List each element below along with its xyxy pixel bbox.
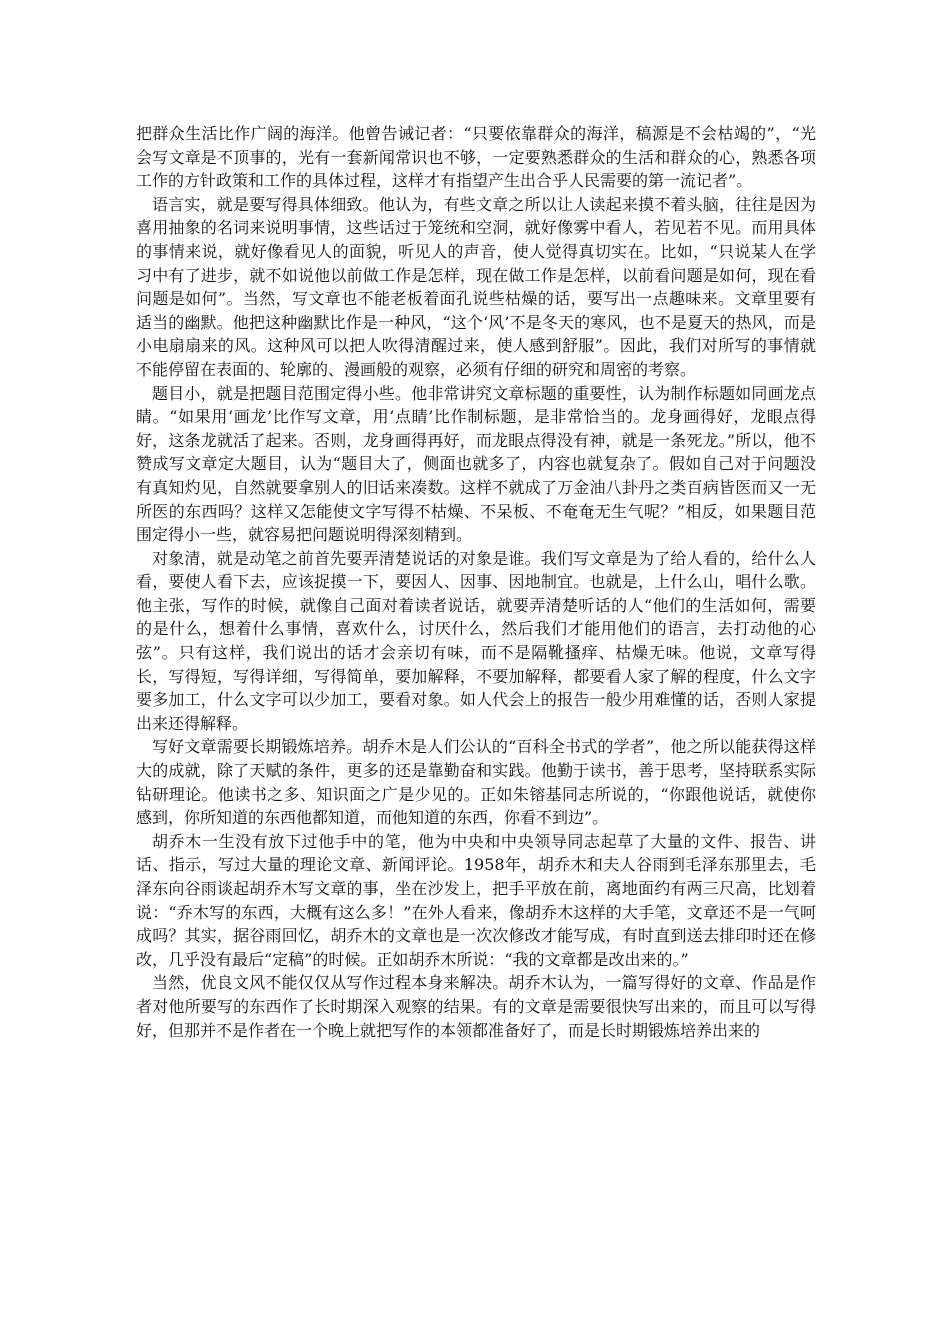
paragraph-long-term-training: 写好文章需要长期锻炼培养。胡乔木是人们公认的“百科全书式的学者”，他之所以能获得这样大的成就，除了天赋的条件，更多的还是靠勤奋和实践。他勤于读书，善于思考，坚持联系实际钻研理论。他读书之多、知识面之广是少见的。正如朱镕基同志所说的，“你跟他说话，就使你感到，你所知道的东西他都知道，而他知道的东西，你看不到边”。 [136, 737, 816, 828]
paragraph-good-writing-style: 当然，优良文风不能仅仅从写作过程本身来解决。胡乔木认为，一篇写得好的文章、作品是作者对他所要写的东西作了长时期深入观察的结果。有的文章是需要很快写出来的，而且可以写得好，但那并不是作者在一个晚上就把写作的本领都准备好了，而是长时期锻炼培养出来的 [136, 973, 816, 1040]
body-text [136, 122, 816, 1042]
paragraph-continuation: 把群众生活比作广阔的海洋。他曾告诫记者：“只要依靠群众的海洋，稿源是不会枯竭的”，“光会写文章是不顶事的，光有一套新闻常识也不够，一定要熟悉群众的生活和群众的心，熟悉各项工作的方针政策和工作的具体过程，这样才有指望产生出合乎人民需要的第一流记者”。 [136, 124, 816, 191]
paragraph-language-concrete: 语言实，就是要写得具体细致。他认为，有些文章之所以让人读起来摸不着头脑，往往是因为喜用抽象的名词来说明事情，这些话过于笼统和空洞，就好像雾中看人，若见若不见。而用具体的事情来说，就好像看见人的面貌，听见人的声音，使人觉得真切实在。比如，“只说某人在学习中有了进步，就不如说他以前做工作是怎样，现在做工作是怎样，以前看问题是如何，现在看问题是如何”。当然，写文章也不能老板着面孔说些枯燥的话，要写出一点趣味来。文章里要有适当的幽默。他把这种幽默比作是一种风，“这个‘风’不是冬天的寒风，也不是夏天的热风，而是小电扇扇来的风。这种风可以把人吹得清醒过来，使人感到舒服”。因此，我们对所写的事情就不能停留在表面的、轮廓的、漫画般的观察，必须有仔细的研究和周密的考察。 [136, 194, 816, 379]
paragraph-clear-audience: 对象清，就是动笔之前首先要弄清楚说话的对象是谁。我们写文章是为了给人看的，给什么人看，要使人看下去，应该捉摸一下，要因人、因事、因地制宜。也就是，上什么山，唱什么歌。他主张，写作的时候，就像自己面对着读者说话，就要弄清楚听话的人“他们的生活如何，需要的是什么，想着什么事情，喜欢什么，讨厌什么，然后我们才能用他们的语言，去打动他的心弦”。只有这样，我们说出的话才会亲切有味，而不是隔靴搔痒、枯燥无味。他说，文章写得长，写得短，写得详细，写得简单，要加解释，不要加解释，都要看人家了解的程度，什么文字要多加工，什么文字可以少加工，要看对象。如人代会上的报告一般少用难懂的话，否则人家提出来还得解释。 [136, 548, 816, 733]
paragraph-never-put-down-pen: 胡乔木一生没有放下过他手中的笔，他为中央和中央领导同志起草了大量的文件、报告、讲话、指示，写过大量的理论文章、新闻评论。1958年，胡乔木和夫人谷雨到毛泽东那里去，毛泽东向谷雨谈起胡乔木写文章的事，坐在沙发上，把手平放在前，离地面约有两三尺高，比划着说：“乔木写的东西，大概有这么多！”在外人看来，像胡乔木这样的大手笔，文章还不是一气呵成吗？其实，据谷雨回忆，胡乔木的文章也是一次次修改才能写成，有时直到送去排印时还在修改，几乎没有最后“定稿”的时候。正如胡乔木所说：“我的文章都是改出来的。” [136, 831, 816, 969]
paragraph-small-title: 题目小，就是把题目范围定得小些。他非常讲究文章标题的重要性，认为制作标题如同画龙点睛。“如果用‘画龙’比作写文章，用‘点睛’比作制标题，是非常恰当的。龙身画得好，龙眼点得好，这条龙就活了起来。否则，龙身画得再好，而龙眼点得没有神，就是一条死龙。”所以，他不赞成写文章定大题目，认为“题目大了，侧面也就多了，内容也就复杂了。假如自己对于问题没有真知灼见，自然就要拿别人的旧话来凑数。这样不就成了万金油八卦丹之类百病皆医而又一无所医的东西吗？这样又怎能使文字写得不枯燥、不呆板、不奄奄无生气呢？”相反，如果题目范围定得小一些，就容易把问题说明得深刻精到。 [136, 383, 816, 545]
